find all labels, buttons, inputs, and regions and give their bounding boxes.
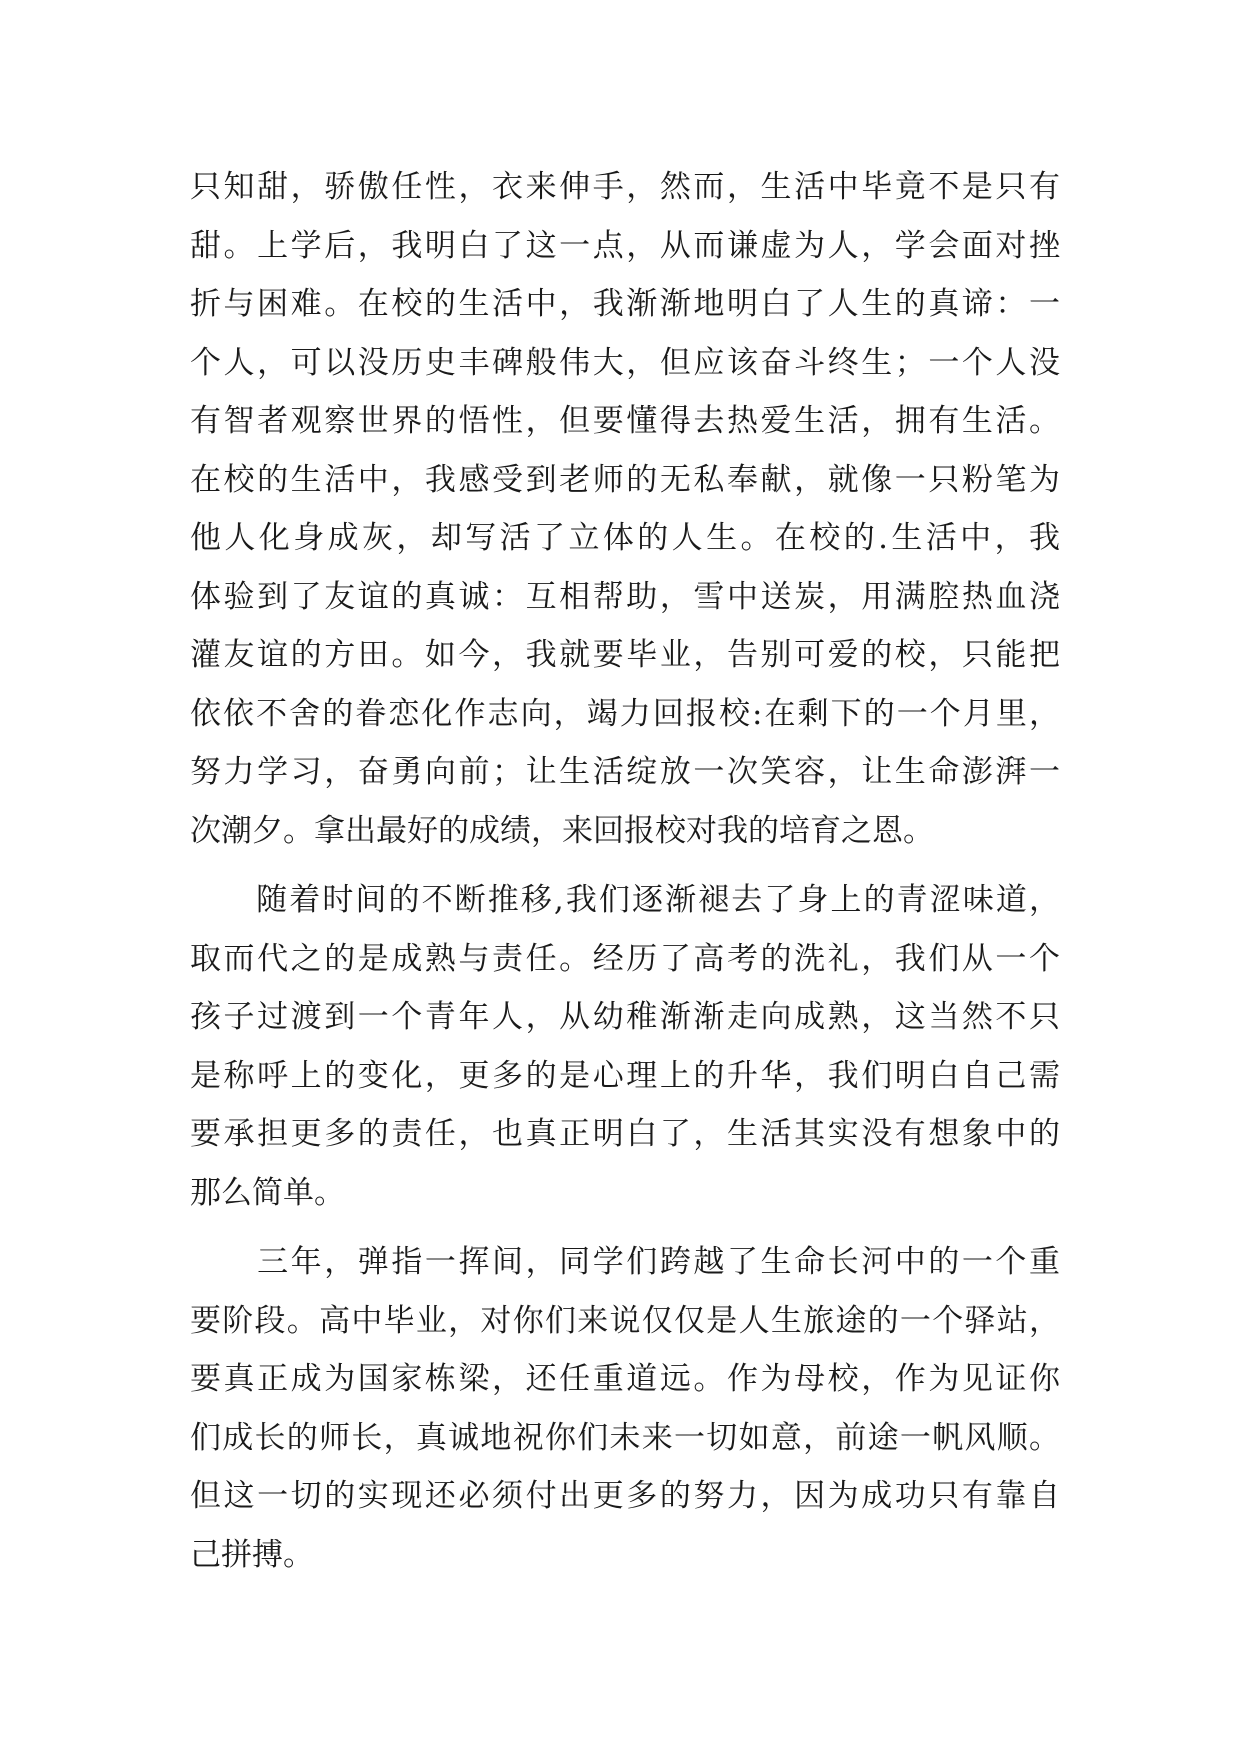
text-line: 是称呼上的变化，更多的是心理上的升华，我们明白自己需 <box>190 1057 1060 1094</box>
text-line: 但这一切的实现还必须付出更多的努力，因为成功只有靠自 <box>190 1478 1060 1514</box>
text-line: 甜。上学后，我明白了这一点，从而谦虚为人，学会面对挫 <box>190 227 1060 264</box>
text-line: 个人，可以没历史丰碑般伟大，但应该奋斗终生；一个人没 <box>190 344 1060 381</box>
paragraph-spacer <box>190 860 1060 871</box>
paragraph-3 <box>190 1233 1060 1584</box>
text-line: 折与困难。在校的生活中，我渐渐地明白了人生的真谛：一 <box>190 286 1060 322</box>
text-line: 己拼搏。 <box>190 1536 314 1573</box>
text-line: 取而代之的是成熟与责任。经历了高考的洗礼，我们从一个 <box>190 940 1060 977</box>
document-body <box>190 158 1060 1584</box>
text-line: 有智者观察世界的悟性，但要懂得去热爱生活，拥有生活。 <box>190 403 1060 439</box>
text-line: 他人化身成灰，却写活了立体的人生。在校的.生活中，我 <box>190 520 1060 556</box>
text-line: 要真正成为国家栋梁，还任重道远。作为母校，作为见证你 <box>190 1361 1060 1397</box>
paragraph-2 <box>190 871 1060 1222</box>
text-line: 们成长的师长，真诚地祝你们未来一切如意，前途一帆风顺。 <box>190 1419 1060 1456</box>
text-line: 依依不舍的眷恋化作志向，竭力回报校:在剩下的一个月里， <box>190 695 1060 732</box>
text-line: 要承担更多的责任，也真正明白了，生活其实没有想象中的 <box>190 1116 1060 1152</box>
text-line: 体验到了友谊的真诚：互相帮助，雪中送炭，用满腔热血浇 <box>190 578 1060 615</box>
paragraph-1 <box>190 158 1060 860</box>
text-line: 随着时间的不断推移,我们逐渐褪去了身上的青涩味道， <box>190 882 1060 918</box>
text-line: 三年，弹指一挥间，同学们跨越了生命长河中的一个重 <box>190 1244 1060 1280</box>
text-line: 次潮夕。拿出最好的成绩，来回报校对我的培育之恩。 <box>190 812 934 849</box>
text-line: 只知甜，骄傲任性，衣来伸手，然而，生活中毕竟不是只有 <box>190 169 1060 205</box>
text-line: 孩子过渡到一个青年人，从幼稚渐渐走向成熟，这当然不只 <box>190 999 1060 1035</box>
paragraph-spacer <box>190 1222 1060 1233</box>
text-line: 努力学习，奋勇向前；让生活绽放一次笑容，让生命澎湃一 <box>190 754 1060 790</box>
text-line: 在校的生活中，我感受到老师的无私奉献，就像一只粉笔为 <box>190 461 1060 498</box>
text-line: 灌友谊的方田。如今，我就要毕业，告别可爱的校，只能把 <box>190 637 1060 673</box>
text-line: 那么简单。 <box>190 1174 345 1211</box>
text-line: 要阶段。高中毕业，对你们来说仅仅是人生旅途的一个驿站， <box>190 1302 1060 1339</box>
